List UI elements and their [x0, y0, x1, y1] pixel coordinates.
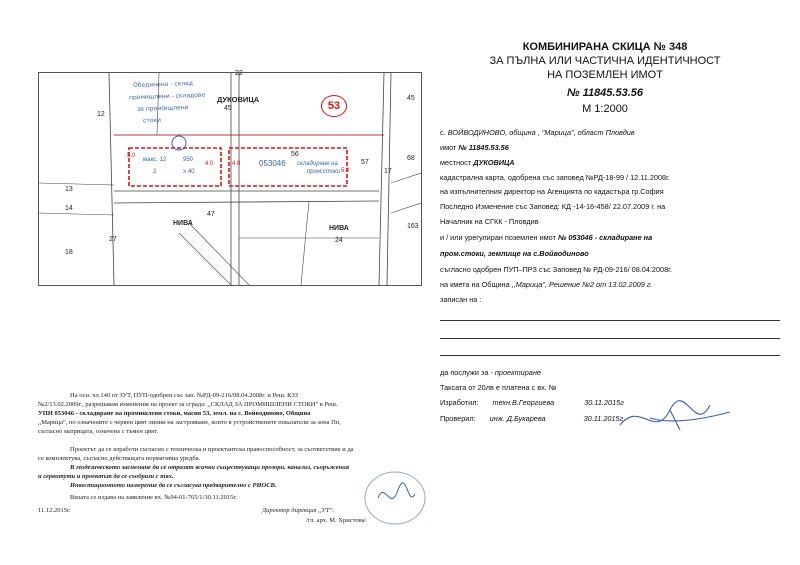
parcel-id: 053046: [259, 159, 286, 168]
visa-text: Визата се издава на заявление вх. №94-01-765/1/30.11.2015г.: [70, 494, 237, 501]
niva-label: НИВА: [173, 220, 193, 227]
map-number: 22: [235, 70, 243, 77]
dimension: 5.0: [341, 168, 350, 174]
dimension: 5.0: [127, 153, 136, 159]
map-number: 12: [97, 111, 105, 118]
dimension: 4.0: [232, 161, 241, 167]
regulated-line-2: пром.стоки, землище на с.Войводиново: [440, 249, 589, 258]
locality-label: ДУКОВИЦА: [217, 95, 260, 104]
written-line: записан на :: [440, 295, 482, 304]
blank-line: [440, 338, 780, 339]
handwritten-note: Обединено - склад: [132, 79, 194, 90]
visa-text: Проектът да се изработи съгласно с техническа и проектантска правоспособност, за съответствие и да: [70, 446, 354, 453]
made-by-line: Изработил: техн.В.Георгиева 30.11.2015г: [440, 398, 624, 407]
dimension: 4.0: [205, 161, 214, 167]
sketch-subtitle: НА ПОЗЕМЛЕН ИМОТ: [547, 69, 663, 81]
locality-line: местност ДУКОВИЦА: [440, 158, 515, 167]
visa-text: На осн. чл.140 от ЗУТ, ПУП-одобрен със зап. №РД-09-216/08.04.2008г. и Реш. КЗЗ: [70, 392, 299, 399]
signature: [610, 390, 740, 445]
map-number: 56: [291, 151, 299, 158]
visa-date: 11.12.2015г.: [38, 507, 71, 514]
village-line: с. ВОЙВОДИНОВО, община , "Марица", област Пловдив: [440, 128, 635, 137]
map-number: 57: [361, 159, 369, 166]
matrix-cell: 950: [183, 157, 194, 163]
scale: М 1:2000: [582, 103, 628, 115]
sketch-subtitle: ЗА ПЪЛНА ИЛИ ЧАСТИЧНА ИДЕНТИЧНОСТ: [489, 55, 721, 67]
map-number: 24: [335, 237, 343, 244]
visa-text: Инвестиционното намерение да се съгласува предварително с РИОСВ.: [70, 482, 277, 489]
serve-line: да послужи за - проектиране: [440, 368, 541, 377]
visa-text: №2/13.02.2009г., разрешавам изменения на проект за сграда: ,,СКЛАД ЗА ПРОМИШЛЕНИ СТОКИ" в Реш.: [38, 401, 338, 408]
architect-name: /гл. арх. М. Христова/: [306, 517, 367, 524]
visa-text: и сервитути и проектът да се съобрази с тях.: [38, 473, 174, 480]
parcel-use: складиране на: [297, 161, 338, 167]
niva-label: НИВА: [329, 225, 349, 232]
visa-text: ,,Марица", по означените с червен цвят линии на застрояване, които в устройствените показатели за зона Пп,: [38, 419, 341, 426]
property-number: № 11845.53.56: [566, 87, 644, 99]
regulated-line: и / или урегулиран поземлен имот № 053046 - складиране на: [440, 233, 653, 242]
map-number: 27: [109, 236, 117, 243]
visa-text: съгласно матрицата, означена с тъмен цвят.: [38, 428, 158, 435]
visa-text: УПИ 053046 - складиране на промишлени стоки, масив 53, земл. на с. Войводиново, Община: [38, 410, 311, 417]
visa-text: се комплектува, съгласно действащата нормативна уредба.: [38, 455, 201, 462]
map-number: 45: [224, 105, 232, 112]
director-title: Директор дирекция ,,УТ":: [262, 507, 335, 514]
map-number: 47: [207, 211, 215, 218]
visa-text: В геодезическото заснемане да се отразят всички съществуващи прозори, канализ, съоръжения: [70, 464, 350, 471]
map-number: 14: [65, 205, 73, 212]
matrix-cell: 2: [153, 169, 157, 175]
mayor-line: на кмета на Община ,,Марица", Решение №2 от 13.02.2009 г.: [440, 280, 653, 289]
sketch-title: КОМБИНИРАНА СКИЦА № 348: [522, 41, 688, 53]
map-number: 45: [407, 95, 415, 102]
tax-line: Таксата от 20лв е платена с вх. №: [440, 383, 557, 392]
matrix-cell: макс. 12: [143, 157, 167, 163]
handwritten-note: промишлени - складове: [128, 91, 206, 102]
chief-line: Началник на СГКК - Пловдив: [440, 217, 539, 226]
checked-by-line: Проверил: инж. Д.Букарева 30.11.2015г: [440, 414, 624, 423]
map-number: 163: [407, 223, 419, 230]
map-number: 68: [407, 155, 415, 162]
executive-line: на изпълнителния директор на Агенцията по кадастъра гр.София: [440, 187, 664, 196]
matrix-cell: ≥ 40: [183, 169, 195, 175]
handwritten-note: стоки: [142, 116, 162, 125]
parcel-use: пром.стоки: [307, 169, 341, 175]
blank-line: [440, 320, 780, 321]
handwritten-note: за пром/ищлени: [136, 104, 189, 113]
blank-line: [440, 355, 780, 356]
cadastral-map: [38, 72, 422, 286]
map-number: 18: [65, 249, 73, 256]
map-number: 13: [65, 186, 73, 193]
last-change-line: Последно Изменение със Заповед: КД -14-16-458/ 22.07.2009 г. на: [440, 202, 666, 211]
property-line: имот № 11845.53.56: [440, 143, 509, 152]
map-number: 17: [384, 168, 392, 175]
massif-number: 53: [321, 95, 347, 117]
pup-line: съгласно одобрен ПУП–ПРЗ със Заповед № РД-09-216/ 08.04.2008г.: [440, 265, 672, 274]
cadastral-line: кадастрална карта, одобрена със заповед №РД-18-99 / 12.11.2008г.: [440, 173, 670, 182]
stamp: [360, 468, 430, 528]
